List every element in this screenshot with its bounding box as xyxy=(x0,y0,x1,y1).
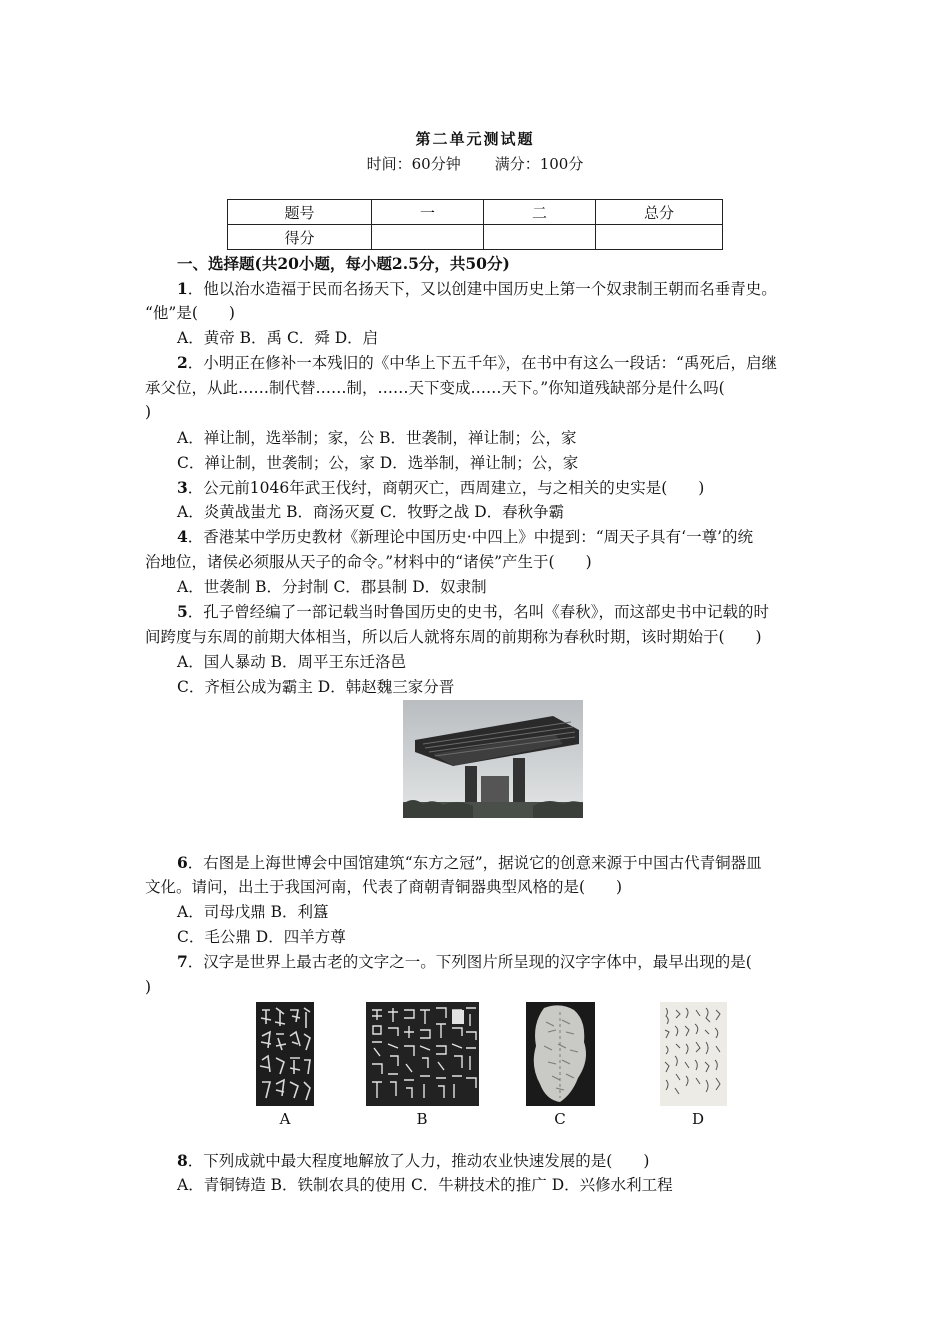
question-6 xyxy=(177,851,762,875)
question-number: 7 xyxy=(177,952,188,971)
question-text: ．香港某中学历史教材《新理论中国历史·中四上》中提到：“周天子具有‘一尊’的统 xyxy=(187,528,754,546)
question-text: ．孔子曾经编了一部记载当时鲁国历史的史书，名叫《春秋》，而这部史书中记载的时 xyxy=(187,603,770,621)
table-row xyxy=(228,200,723,225)
question-number: 4 xyxy=(177,527,188,546)
option-line: A．司母戊鼎 B．利簋 xyxy=(177,903,329,921)
question-2 xyxy=(177,351,777,375)
table-cell: 一 xyxy=(372,200,484,225)
question-8 xyxy=(177,1149,649,1173)
oracle-bone-image xyxy=(526,1002,595,1106)
script-image-a xyxy=(256,1002,314,1106)
question-text: 承父位，从此……制代替……制，……天下变成……天下。”你知道残缺部分是什么吗( xyxy=(145,379,725,397)
option-line: A．国人暴动 B．周平王东迁洛邑 xyxy=(177,653,407,671)
option-line: C．毛公鼎 D．四羊方尊 xyxy=(177,928,346,946)
question-text: 文化。请问，出土于我国河南，代表了商朝青铜器典型风格的是( ) xyxy=(145,878,623,896)
exam-info xyxy=(0,153,950,174)
script-image-b xyxy=(366,1002,479,1106)
table-cell[interactable] xyxy=(484,225,596,250)
question-text: “他”是( ) xyxy=(145,304,235,322)
full-score: 满分：100分 xyxy=(494,155,584,173)
figure-caption: D xyxy=(691,1110,705,1128)
option-line: C．齐桓公成为霸主 D．韩赵魏三家分晋 xyxy=(177,678,455,696)
question-text: ．下列成就中最大程度地解放了人力，推动农业快速发展的是( ) xyxy=(187,1152,650,1170)
option-line: A．黄帝 B．禹 C．舜 D．启 xyxy=(177,329,379,347)
question-number: 5 xyxy=(177,602,188,621)
running-script-calligraphy xyxy=(660,1002,727,1106)
option-line: A．禅让制，选举制；家，公 B．世袭制，禅让制；公，家 xyxy=(177,429,577,447)
table-cell: 二 xyxy=(484,200,596,225)
question-text: ) xyxy=(145,403,152,421)
option-line: A．炎黄战蚩尤 B．商汤灭夏 C．牧野之战 D．春秋争霸 xyxy=(177,503,565,521)
question-text: ．汉字是世界上最古老的文字之一。下列图片所呈现的汉字字体中，最早出现的是( xyxy=(187,953,752,971)
figure-caption: A xyxy=(279,1110,291,1128)
table-row xyxy=(228,225,723,250)
question-text: ．小明正在修补一本残旧的《中华上下五千年》，在书中有这么一段话：“禹死后，启继 xyxy=(187,354,777,372)
time-limit: 时间：60分钟 xyxy=(366,155,461,173)
script-image-c xyxy=(526,1002,595,1106)
table-cell[interactable] xyxy=(372,225,484,250)
table-cell[interactable] xyxy=(596,225,723,250)
question-7 xyxy=(177,950,752,974)
question-number: 8 xyxy=(177,1151,188,1170)
clerical-script-rubbing xyxy=(366,1002,479,1106)
section-heading: 一、选择题(共20小题，每小题2.5分，共50分) xyxy=(177,254,510,273)
china-pavilion-image xyxy=(403,700,583,818)
option-line: A．青铜铸造 B．铁制农具的使用 C．牛耕技术的推广 D．兴修水利工程 xyxy=(177,1176,673,1194)
question-4 xyxy=(177,525,753,549)
script-image-d xyxy=(660,1002,727,1106)
question-3 xyxy=(177,476,704,500)
question-text: 治地位，诸侯必须服从天子的命令。”材料中的“诸侯”产生于( ) xyxy=(145,553,592,571)
table-cell: 总分 xyxy=(596,200,723,225)
question-number: 6 xyxy=(177,853,188,872)
question-number: 1 xyxy=(177,279,188,298)
question-text: ．他以治水造福于民而名扬天下，又以创建中国历史上第一个奴隶制王朝而名垂青史。 xyxy=(187,280,777,298)
option-line: A．世袭制 B．分封制 C．郡县制 D．奴隶制 xyxy=(177,578,487,596)
option-line: C．禅让制，世袭制；公，家 D．选举制，禅让制；公，家 xyxy=(177,454,579,472)
question-1 xyxy=(177,277,777,301)
figure-caption: B xyxy=(416,1110,428,1128)
question-text: ．公元前1046年武王伐纣，商朝灭亡，西周建立，与之相关的史实是( ) xyxy=(187,479,705,497)
table-cell: 题号 xyxy=(228,200,372,225)
china-pavilion-photo xyxy=(403,700,583,818)
question-text: ．右图是上海世博会中国馆建筑“东方之冠”，据说它的创意来源于中国古代青铜器皿 xyxy=(187,854,762,872)
score-table xyxy=(227,199,723,250)
question-number: 2 xyxy=(177,353,188,372)
figure-caption: C xyxy=(554,1110,566,1128)
seal-script-rubbing xyxy=(256,1002,314,1106)
table-cell: 得分 xyxy=(228,225,372,250)
question-5 xyxy=(177,600,769,624)
question-number: 3 xyxy=(177,478,188,497)
page-title: 第二单元测试题 xyxy=(415,130,535,148)
question-text: ) xyxy=(145,978,152,996)
question-text: 间跨度与东周的前期大体相当，所以后人就将东周的前期称为春秋时期，该时期始于( ) xyxy=(145,628,762,646)
